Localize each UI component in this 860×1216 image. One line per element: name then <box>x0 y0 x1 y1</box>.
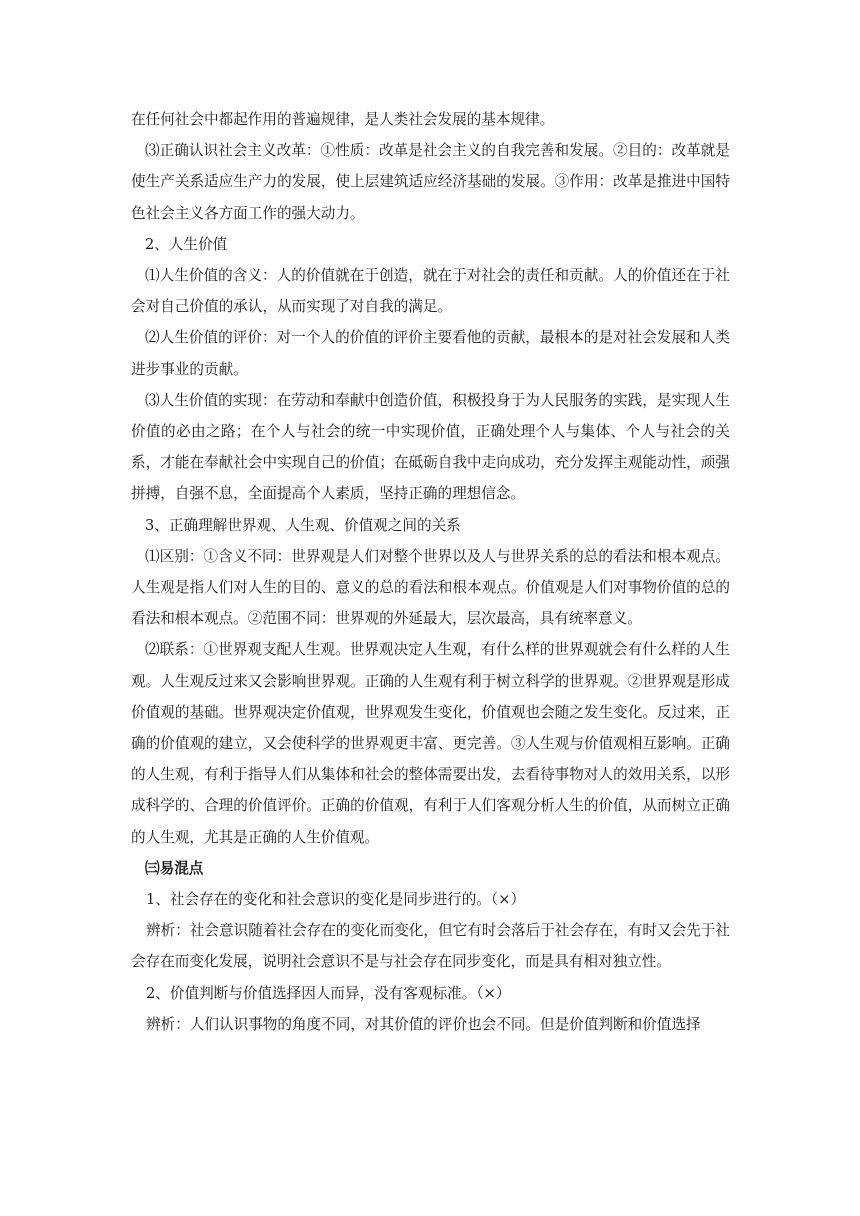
paragraph-socialist-reform: ⑶正确认识社会主义改革：①性质：改革是社会主义的自我完善和发展。②目的：改革就是使生产关系适应生产力的发展，使上层建筑适应经济基础的发展。③作用：改革是推进中国特色社会主义各方面工作的强大动力。 <box>131 142 730 222</box>
heading-worldview-relations: 3、正确理解世界观、人生观、价值观之间的关系 <box>145 516 461 534</box>
paragraph-life-value-meaning: ⑴人生价值的含义：人的价值就在于创造，就在于对社会的责任和贡献。人的价值还在于社会对自己价值的承认，从而实现了对自我的满足。 <box>131 267 730 316</box>
paragraph-connections: ⑵联系：①世界观支配人生观。世界观决定人生观，有什么样的世界观就会有什么样的人生观。人生观反过来又会影响世界观。正确的人生观有利于树立科学的世界观。②世界观是形成价值观的基础。世界观决定价值观，世界观发生变化，价值观也会随之发生变化。反过来，正确的价值观的建立，又会使科学的世界观更丰富、更完善。③人生观与价值观相互影响。正确的人生观，有利于指导人们从集体和社会的整体需要出发，去看待事物对人的效用关系，以形成科学的、合理的价值评价。正确的价值观，有利于人们客观分析人生的价值，从而树立正确的人生观，尤其是正确的人生价值观。 <box>131 641 730 846</box>
paragraph-continuation: 在任何社会中都起作用的普遍规律，是人类社会发展的基本规律。 <box>131 111 555 128</box>
analysis-2: 辨析：人们认识事物的角度不同，对其价值的评价也会不同。但是价值判断和价值选择 <box>146 1015 701 1033</box>
statement-2: 2、价值判断与价值选择因人而异，没有客观标准。（×） <box>146 984 511 1002</box>
paragraph-differences: ⑴区别：①含义不同：世界观是人们对整个世界以及人与世界关系的总的看法和根本观点。人生观是指人们对人生的目的、意义的总的看法和根本观点。价值观是人们对事物价值的总的看法和根本观点。②范围不同：世界观的外延最大，层次最高，具有统率意义。 <box>131 547 730 628</box>
heading-confusing-points: ㈢易混点 <box>145 859 204 877</box>
heading-life-value: 2、人生价值 <box>145 235 228 253</box>
paragraph-life-value-realization: ⑶人生价值的实现：在劳动和奉献中创造价值，积极投身于为人民服务的实践，是实现人生价值的必由之路；在个人与社会的统一中实现价值，正确处理个人与集体、个人与社会的关系，才能在奉献社会中实现自己的价值；在砥砺自我中走向成功，充分发挥主观能动性，顽强拼搏，自强不息，全面提高个人素质，坚持正确的理想信念。 <box>131 391 730 503</box>
paragraph-life-value-evaluation: ⑵人生价值的评价：对一个人的价值的评价主要看他的贡献，最根本的是对社会发展和人类进步事业的贡献。 <box>131 329 730 378</box>
document-body <box>131 104 730 1040</box>
analysis-1: 辨析：社会意识随着社会存在的变化而变化，但它有时会落后于社会存在，有时又会先于社会存在而变化发展，说明社会意识不是与社会存在同步变化，而是具有相对独立性。 <box>131 922 730 971</box>
statement-1: 1、社会存在的变化和社会意识的变化是同步进行的。（×） <box>146 891 526 909</box>
